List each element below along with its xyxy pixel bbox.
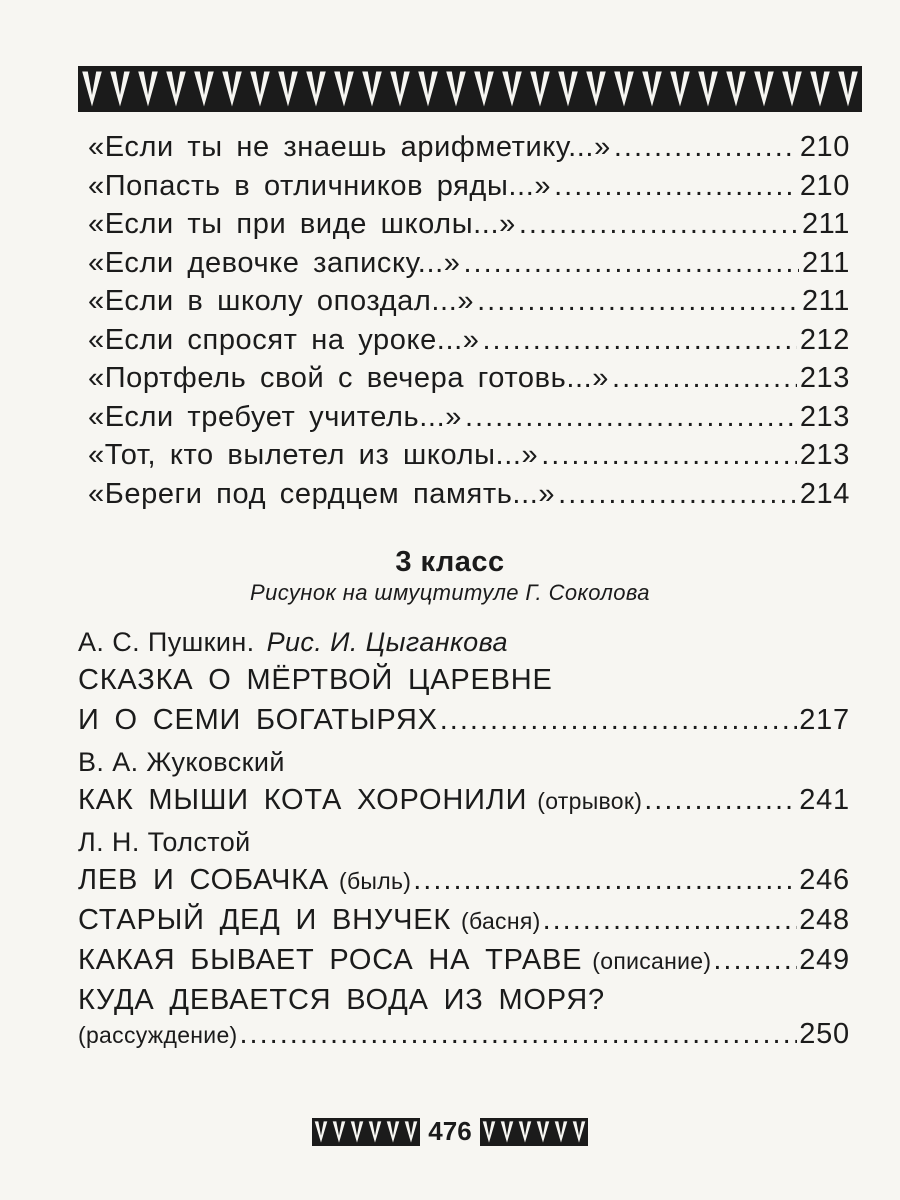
decorative-zigzag-border-top — [78, 66, 862, 112]
toc-entry[interactable]: ЛЕВ И СОБАЧКА (быль) ..... 246 — [78, 860, 850, 900]
toc-entry[interactable]: «Береги под сердцем память...» ..... 214 — [88, 475, 850, 514]
toc-entry[interactable]: «Тот, кто вылетел из школы...» ..... 213 — [88, 436, 850, 475]
toc-section-2-list — [88, 128, 850, 513]
author-name: Л. Н. Толстой — [78, 827, 251, 857]
author-name: А. С. Пушкин. Рис. И. Цыганкова — [78, 627, 508, 657]
toc-section-3-list — [78, 624, 850, 1054]
page-footer — [0, 1116, 900, 1147]
toc-entry[interactable]: КАК МЫШИ КОТА ХОРОНИЛИ (отрывок) ..... 241 — [78, 780, 850, 820]
toc-entry[interactable]: «Попасть в отличников ряды...» ..... 210 — [88, 167, 850, 206]
toc-entry[interactable]: «Если спросят на уроке...» ..... 212 — [88, 321, 850, 360]
toc-entry[interactable]: «Портфель свой с вечера готовь...» ..... 213 — [88, 359, 850, 398]
toc-entry[interactable]: «Если требует учитель...» ..... 213 — [88, 398, 850, 437]
decorative-zigzag-right — [480, 1118, 588, 1146]
toc-entry[interactable]: «Если в школу опоздал...» ..... 211 — [88, 282, 850, 321]
toc-entry[interactable]: (рассуждение) ..... 250 — [78, 1014, 850, 1054]
author-name: В. А. Жуковский — [78, 747, 285, 777]
toc-entry[interactable]: «Если ты при виде школы...» ..... 211 — [88, 205, 850, 244]
toc-entry[interactable]: СТАРЫЙ ДЕД И ВНУЧЕК (басня) ..... 248 — [78, 900, 850, 940]
section-heading: 3 класс — [395, 546, 505, 578]
section-illustrator-credit: Рисунок на шмуцтитуле Г. Соколова — [250, 580, 650, 605]
toc-entry[interactable]: «Если ты не знаешь арифметику...» ..... 210 — [88, 128, 850, 167]
toc-entry-title-line[interactable]: СКАЗКА О МЁРТВОЙ ЦАРЕВНЕ — [78, 664, 553, 696]
toc-entry[interactable]: «Если девочке записку...» ..... 211 — [88, 244, 850, 283]
decorative-zigzag-left — [312, 1118, 420, 1146]
toc-entry-title-line[interactable]: КУДА ДЕВАЕТСЯ ВОДА ИЗ МОРЯ? — [78, 984, 605, 1016]
illustration-credit: Рис. И. Цыганкова — [266, 627, 508, 657]
toc-entry[interactable]: И О СЕМИ БОГАТЫРЯХ ..... 217 — [78, 700, 850, 740]
toc-entry[interactable]: КАКАЯ БЫВАЕТ РОСА НА ТРАВЕ (описание) ..... 249 — [78, 940, 850, 980]
page-number: 476 — [428, 1116, 472, 1146]
